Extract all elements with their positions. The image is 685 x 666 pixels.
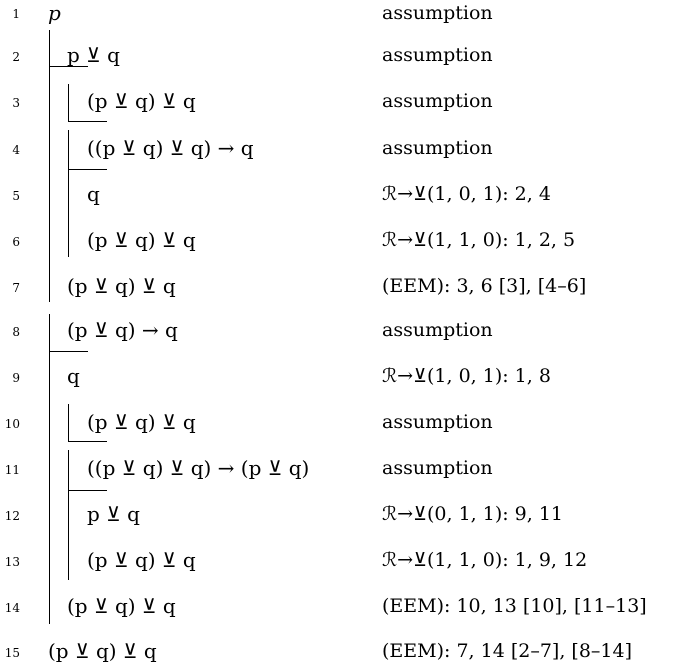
- line-number: 1: [12, 7, 20, 21]
- formula: (p ⊻ q) ⊻ q: [48, 639, 157, 663]
- justification: assumption: [382, 457, 493, 479]
- formula: (p ⊻ q) ⊻ q: [67, 594, 176, 618]
- line-number: 4: [12, 143, 20, 157]
- justification: assumption: [382, 411, 493, 433]
- formula: ((p ⊻ q) ⊻ q) → q: [87, 136, 254, 160]
- assumption-bar: [49, 351, 88, 352]
- subproof-scope-bar: [68, 84, 69, 122]
- formula: (p ⊻ q) ⊻ q: [87, 548, 196, 572]
- justification: assumption: [382, 44, 493, 66]
- line-number: 5: [12, 189, 20, 203]
- assumption-bar: [49, 66, 88, 67]
- subproof-scope-bar: [49, 314, 50, 624]
- line-number: 6: [12, 235, 20, 249]
- subproof-scope-bar: [68, 130, 69, 257]
- line-number: 9: [12, 371, 20, 385]
- formula: (p ⊻ q) → q: [67, 318, 178, 342]
- line-number: 10: [4, 417, 20, 431]
- justification: assumption: [382, 2, 493, 24]
- justification: ℛ→⊻(1, 0, 1): 2, 4: [382, 183, 551, 205]
- formula: p ⊻ q: [67, 43, 120, 67]
- justification: ℛ→⊻(1, 0, 1): 1, 8: [382, 365, 551, 387]
- justification: ℛ→⊻(1, 1, 0): 1, 2, 5: [382, 229, 576, 251]
- assumption-bar: [68, 121, 107, 122]
- formula: (p ⊻ q) ⊻ q: [87, 228, 196, 252]
- formula: p: [48, 1, 61, 25]
- subproof-scope-bar: [68, 450, 69, 580]
- justification: assumption: [382, 319, 493, 341]
- assumption-bar: [68, 169, 107, 170]
- justification: (EEM): 3, 6 [3], [4–6]: [382, 275, 587, 297]
- formula: (p ⊻ q) ⊻ q: [67, 274, 176, 298]
- formula: ((p ⊻ q) ⊻ q) → (p ⊻ q): [87, 456, 310, 480]
- line-number: 11: [4, 463, 20, 477]
- subproof-scope-bar: [68, 404, 69, 442]
- line-number: 12: [4, 509, 20, 523]
- line-number: 7: [12, 281, 20, 295]
- formula: q: [87, 182, 100, 206]
- line-number: 13: [4, 555, 20, 569]
- formula: (p ⊻ q) ⊻ q: [87, 410, 196, 434]
- justification: assumption: [382, 90, 493, 112]
- assumption-bar: [68, 441, 107, 442]
- line-number: 2: [12, 50, 20, 64]
- line-number: 14: [4, 601, 20, 615]
- justification: ℛ→⊻(1, 1, 0): 1, 9, 12: [382, 549, 588, 571]
- line-number: 3: [12, 96, 20, 110]
- justification: assumption: [382, 137, 493, 159]
- formula: (p ⊻ q) ⊻ q: [87, 89, 196, 113]
- justification: (EEM): 7, 14 [2–7], [8–14]: [382, 640, 633, 662]
- assumption-bar: [68, 490, 107, 491]
- line-number: 8: [12, 325, 20, 339]
- line-number: 15: [4, 646, 20, 660]
- subproof-scope-bar: [49, 30, 50, 302]
- justification: ℛ→⊻(0, 1, 1): 9, 11: [382, 503, 564, 525]
- formula: q: [67, 364, 80, 388]
- formula: p ⊻ q: [87, 502, 140, 526]
- justification: (EEM): 10, 13 [10], [11–13]: [382, 595, 647, 617]
